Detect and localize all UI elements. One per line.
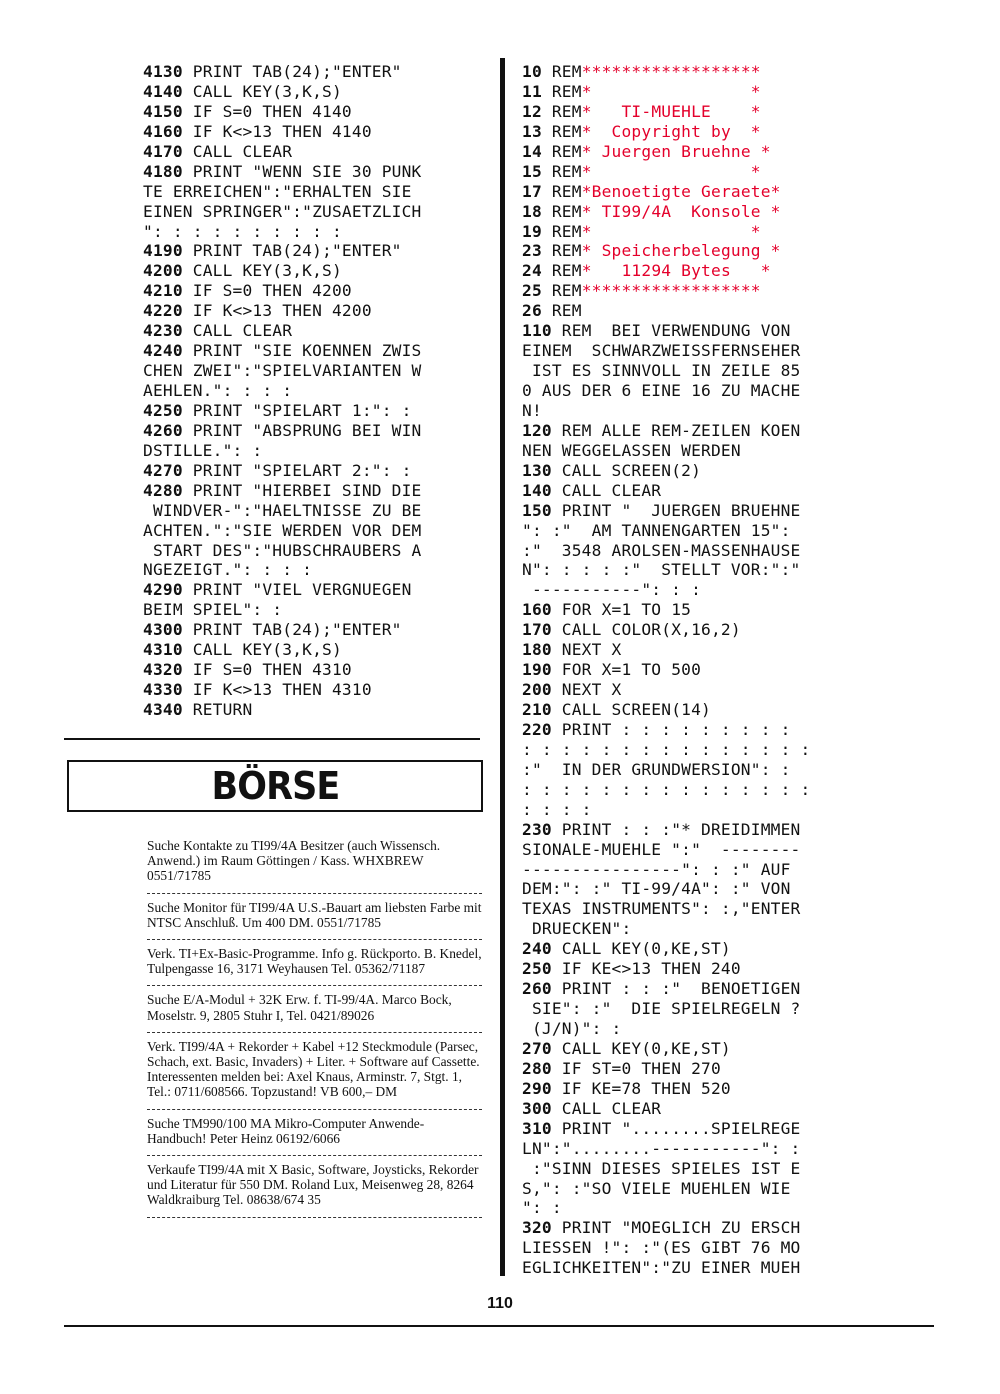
line-number: 180	[522, 640, 552, 660]
code-text: IF S=0 THEN 4200	[182, 281, 352, 301]
code-line	[143, 421, 488, 441]
code-line	[522, 261, 867, 281]
line-number: 150	[522, 500, 552, 520]
code-text: REM	[541, 141, 582, 161]
ad-separator	[147, 1032, 482, 1033]
borse-title: BÖRSE	[211, 764, 339, 808]
code-line	[522, 341, 867, 361]
line-number: 170	[522, 620, 552, 640]
code-line	[522, 600, 867, 620]
line-number: 270	[522, 1038, 552, 1058]
code-line	[522, 939, 867, 959]
code-text: FOR X=1 TO 15	[551, 600, 692, 620]
code-line	[522, 1099, 867, 1119]
line-number: 260	[522, 979, 552, 999]
code-line	[522, 640, 867, 660]
borse-heading-box	[67, 760, 483, 812]
code-text: PRINT TAB(24);"ENTER"	[182, 62, 402, 81]
code-line	[522, 401, 867, 421]
code-text: CHEN ZWEI":"SPIELVARIANTEN W	[143, 361, 422, 381]
code-line	[522, 1139, 867, 1159]
code-text: CALL KEY(3,K,S)	[182, 81, 342, 101]
code-line	[522, 660, 867, 680]
line-number: 24	[522, 261, 542, 281]
line-number: 23	[522, 241, 542, 261]
code-line	[143, 541, 488, 561]
code-text: LN":"........-----------": :	[522, 1138, 801, 1158]
code-text: AEHLEN.": : : :	[143, 381, 293, 400]
ad-separator	[147, 1109, 482, 1110]
code-line	[522, 461, 867, 481]
code-line	[522, 241, 867, 261]
code-line	[522, 1218, 867, 1238]
code-text: IF KE<>13 THEN 240	[551, 959, 741, 979]
code-line	[143, 82, 488, 102]
code-text: CALL CLEAR	[182, 141, 293, 161]
code-text: PRINT : : :" BENOETIGEN	[551, 979, 801, 999]
code-text: EINEN SPRINGER":"ZUSAETZLICH	[143, 201, 422, 221]
code-line	[522, 501, 867, 521]
line-number: 4240	[143, 341, 183, 361]
code-text: ": :	[522, 1198, 562, 1218]
line-number: 4210	[143, 281, 183, 301]
line-number: 4200	[143, 261, 183, 281]
code-line	[143, 560, 488, 580]
code-line	[522, 680, 867, 700]
line-number: 25	[522, 281, 542, 301]
code-text: REM	[541, 201, 582, 221]
code-text: FOR X=1 TO 500	[551, 660, 702, 680]
code-line	[522, 301, 867, 321]
line-number: 4180	[143, 161, 183, 181]
line-number: 14	[522, 141, 542, 161]
line-number: 4250	[143, 400, 183, 420]
code-line	[143, 162, 488, 182]
code-text: IF KE=78 THEN 520	[551, 1078, 731, 1098]
line-number: 140	[522, 480, 552, 500]
code-text: 0 AUS DER 6 EINE 16 ZU MACHE	[522, 381, 801, 400]
code-line	[522, 202, 867, 222]
line-number: 4160	[143, 121, 183, 141]
classified-ads	[147, 836, 482, 1222]
code-line	[143, 401, 488, 421]
line-number: 310	[522, 1118, 552, 1138]
code-line	[143, 261, 488, 281]
code-text: REM	[541, 81, 582, 101]
code-text: RETURN	[182, 700, 253, 719]
code-text: CALL SCREEN(14)	[551, 700, 711, 719]
code-line	[143, 241, 488, 261]
code-line	[143, 102, 488, 122]
code-text: NGEZEIGT.": : : :	[143, 560, 313, 580]
line-number: 4280	[143, 480, 183, 500]
code-line	[522, 780, 867, 800]
code-text: : : : : : : : : : : : : : : :	[522, 739, 811, 759]
code-line	[522, 1258, 867, 1278]
line-number: 290	[522, 1078, 552, 1098]
line-number: 19	[522, 221, 542, 241]
code-line	[522, 899, 867, 919]
code-line	[522, 102, 867, 122]
rem-banner-text: ******************	[581, 62, 761, 81]
code-text: START DES":"HUBSCHRAUBERS A	[143, 540, 422, 560]
line-number: 200	[522, 680, 552, 700]
code-text: EINEM SCHWARZWEISSFERNSEHER	[522, 341, 801, 361]
code-text: CALL KEY(0,KE,ST)	[551, 939, 731, 959]
code-line	[522, 421, 867, 441]
rem-banner-text: * TI-MUEHLE *	[581, 101, 761, 121]
code-line	[522, 620, 867, 640]
code-text: PRINT "SIE KOENNEN ZWIS	[182, 341, 422, 361]
code-line	[522, 441, 867, 461]
code-text: IF K<>13 THEN 4200	[182, 301, 372, 321]
code-text: ": :" AM TANNENGARTEN 15":	[522, 520, 791, 540]
classified-ad: Verk. TI99/4A + Rekorder + Kabel +12 Steckmodule (Parsec, Schach, ext. Basic, Invaders) + Liter. + Software auf Cassette. Interessenten melden bei: Axel Knaus, Arminstr. 7, Stgt. 1, Tel.: 0711/608566. Topzustand! VB 600,– DM	[147, 1038, 480, 1100]
code-line	[143, 142, 488, 162]
code-text: ----------------": : :" AUF	[522, 859, 791, 879]
code-text: PRINT "VIEL VERGNUEGEN	[182, 580, 412, 600]
rem-banner-text: ******************	[581, 281, 761, 301]
code-line	[522, 281, 867, 301]
code-line	[143, 600, 488, 620]
line-number: 17	[522, 181, 542, 201]
code-line	[522, 321, 867, 341]
code-text: : : : :	[522, 799, 592, 819]
ad-separator	[147, 893, 482, 894]
code-line	[522, 1238, 867, 1258]
code-line	[143, 501, 488, 521]
code-line	[143, 381, 488, 401]
classified-ad: Suche Monitor für TI99/4A U.S.-Bauart am liebsten Farbe mit NTSC Anschluß. Um 400 DM. 0551/71785	[147, 899, 482, 930]
code-text: IF K<>13 THEN 4140	[182, 121, 372, 141]
code-line	[522, 879, 867, 899]
code-text: CALL SCREEN(2)	[551, 460, 702, 480]
line-number: 4300	[143, 620, 183, 640]
code-text: IF S=0 THEN 4310	[182, 660, 352, 680]
code-line	[522, 162, 867, 182]
code-line	[522, 760, 867, 780]
line-number: 250	[522, 959, 552, 979]
line-number: 4270	[143, 460, 183, 480]
code-text: REM BEI VERWENDUNG VON	[551, 321, 791, 341]
code-line	[522, 860, 867, 880]
line-number: 15	[522, 161, 542, 181]
code-text: REM	[541, 301, 582, 321]
code-line	[522, 740, 867, 760]
code-line	[522, 361, 867, 381]
code-text: BEIM SPIEL": :	[143, 600, 283, 620]
code-text: PRINT "MOEGLICH ZU ERSCH	[551, 1218, 801, 1238]
code-text: PRINT "WENN SIE 30 PUNK	[182, 161, 422, 181]
code-text: PRINT "........SPIELREGE	[551, 1118, 801, 1138]
code-text: NEXT X	[551, 640, 622, 660]
line-number: 12	[522, 101, 542, 121]
code-text: NEN WEGGELASSEN WERDEN	[522, 440, 741, 460]
code-line	[143, 202, 488, 222]
classified-ad: Verkaufe TI99/4A mit X Basic, Software, Joysticks, Rekorder und Literatur für 550 DM. Roland Lux, Meisenweg 28, 8264 Waldkraiburg Tel. 08638/674 35	[147, 1162, 479, 1208]
code-text: PRINT "ABSPRUNG BEI WIN	[182, 420, 422, 440]
code-text: :" 3548 AROLSEN-MASSENHAUSE	[522, 540, 801, 560]
rem-banner-text: * *	[581, 81, 761, 101]
code-line	[522, 720, 867, 740]
code-text: IF K<>13 THEN 4310	[182, 680, 372, 700]
code-line	[143, 441, 488, 461]
line-number: 11	[522, 81, 542, 101]
code-line	[522, 1059, 867, 1079]
line-number: 320	[522, 1218, 552, 1238]
line-number: 240	[522, 939, 552, 959]
code-text: REM	[541, 62, 582, 81]
line-number: 18	[522, 201, 542, 221]
code-line	[143, 321, 488, 341]
code-line	[522, 820, 867, 840]
code-line	[522, 142, 867, 162]
code-text: CALL KEY(3,K,S)	[182, 261, 342, 281]
code-line	[522, 800, 867, 820]
line-number: 4290	[143, 580, 183, 600]
rem-banner-text: * 11294 Bytes *	[581, 261, 771, 281]
code-text: IF S=0 THEN 4140	[182, 101, 352, 121]
code-text: PRINT : : :"* DREIDIMMEN	[551, 819, 801, 839]
code-text: REM	[541, 121, 582, 141]
ad-separator	[147, 1217, 482, 1218]
line-number: 13	[522, 121, 542, 141]
code-line	[522, 481, 867, 501]
line-number: 4130	[143, 62, 183, 81]
code-text: REM	[541, 101, 582, 121]
code-line	[522, 82, 867, 102]
code-text: TEXAS INSTRUMENTS": :,"ENTER	[522, 899, 801, 919]
classified-ad: Suche Kontakte zu TI99/4A Besitzer (auch Wissensch. Anwend.) im Raum Göttingen / Kass. WHXBREW 0551/71785	[147, 838, 441, 884]
code-text: CALL CLEAR	[551, 1098, 662, 1118]
code-text: REM	[541, 281, 582, 301]
code-text: PRINT TAB(24);"ENTER"	[182, 241, 402, 261]
line-number: 300	[522, 1098, 552, 1118]
rem-banner-text: *Benoetigte Geraete*	[581, 181, 781, 201]
code-line	[143, 281, 488, 301]
code-line	[143, 640, 488, 660]
line-number: 220	[522, 719, 552, 739]
code-text: WINDVER-":"HAELTNISSE ZU BE	[143, 500, 422, 520]
code-line	[143, 361, 488, 381]
code-text: REM	[541, 241, 582, 261]
code-text: EGLICHKEITEN":"ZU EINER MUEH	[522, 1258, 801, 1278]
code-line	[522, 182, 867, 202]
code-text: REM	[541, 221, 582, 241]
code-line	[522, 1179, 867, 1199]
rem-banner-text: * *	[581, 161, 761, 181]
code-text: (J/N)": :	[522, 1019, 622, 1038]
code-text: NEXT X	[551, 680, 622, 700]
code-line	[522, 381, 867, 401]
ad-separator	[147, 1155, 482, 1156]
line-number: 10	[522, 62, 542, 81]
line-number: 110	[522, 321, 552, 341]
code-text: PRINT " JUERGEN BRUEHNE	[551, 500, 801, 520]
code-text: SIONALE-MUEHLE ":" --------	[522, 839, 801, 859]
code-line	[143, 700, 488, 720]
code-line	[143, 481, 488, 501]
code-text: CALL CLEAR	[551, 480, 662, 500]
code-line	[522, 1079, 867, 1099]
code-text: LIESSEN !": :"(ES GIBT 76 MO	[522, 1238, 801, 1258]
code-text: SIE": :" DIE SPIELREGELN ?	[522, 999, 801, 1019]
line-number: 4140	[143, 81, 183, 101]
code-text: -----------": : :	[522, 580, 702, 600]
ad-separator	[147, 939, 482, 940]
rem-banner-text: * *	[581, 221, 761, 241]
code-line	[143, 301, 488, 321]
line-number: 210	[522, 700, 552, 719]
code-line	[143, 62, 488, 82]
code-line	[522, 1198, 867, 1218]
line-number: 4170	[143, 141, 183, 161]
code-text: TE ERREICHEN":"ERHALTEN SIE	[143, 181, 412, 201]
code-line	[143, 660, 488, 680]
code-text: ACHTEN.":"SIE WERDEN VOR DEM	[143, 520, 422, 540]
code-line	[522, 1119, 867, 1139]
code-line	[522, 979, 867, 999]
code-text: N!	[522, 400, 542, 420]
line-number: 4230	[143, 321, 183, 341]
code-text: : : : : : : : : : : : : : : :	[522, 779, 811, 799]
code-text: S,": :"SO VIELE MUEHLEN WIE	[522, 1178, 791, 1198]
code-text: IST ES SINNVOLL IN ZEILE 85	[522, 361, 801, 381]
code-line	[522, 222, 867, 242]
line-number: 230	[522, 819, 552, 839]
line-number: 4190	[143, 241, 183, 261]
code-text: DSTILLE.": :	[143, 440, 263, 460]
code-text: PRINT TAB(24);"ENTER"	[182, 620, 402, 640]
ad-separator	[147, 985, 482, 986]
rem-banner-text: * TI99/4A Konsole *	[581, 201, 781, 221]
code-line	[522, 919, 867, 939]
line-number: 4220	[143, 301, 183, 321]
code-text: :"SINN DIESES SPIELES IST E	[522, 1158, 801, 1178]
line-number: 4340	[143, 700, 183, 719]
code-line	[522, 840, 867, 860]
code-text: CALL CLEAR	[182, 321, 293, 341]
code-text: REM	[541, 161, 582, 181]
code-text: PRINT "SPIELART 1:": :	[182, 400, 412, 420]
line-number: 4320	[143, 660, 183, 680]
code-text: DRUECKEN":	[522, 919, 632, 939]
code-line	[522, 521, 867, 541]
code-line	[143, 620, 488, 640]
rem-banner-text: * Juergen Bruehne *	[581, 141, 771, 161]
code-line	[143, 580, 488, 600]
code-text: ": : : : : : : : : :	[143, 221, 342, 241]
line-number: 130	[522, 460, 552, 480]
code-text: PRINT "SPIELART 2:": :	[182, 460, 412, 480]
code-line	[143, 680, 488, 700]
line-number: 120	[522, 420, 552, 440]
line-number: 280	[522, 1058, 552, 1078]
code-line	[143, 182, 488, 202]
code-text: IF ST=0 THEN 270	[551, 1058, 721, 1078]
section-rule	[64, 738, 480, 740]
code-text: CALL KEY(3,K,S)	[182, 640, 342, 660]
code-line	[522, 560, 867, 580]
code-text: CALL COLOR(X,16,2)	[551, 620, 741, 640]
code-text: PRINT : : : : : : : : :	[551, 719, 791, 739]
rem-banner-text: * Copyright by *	[581, 121, 761, 141]
code-text: N": : : : :" STELLT VOR:":"	[522, 560, 801, 580]
line-number: 160	[522, 600, 552, 620]
column-divider	[500, 58, 505, 1276]
code-line	[522, 700, 867, 720]
footer-rule	[64, 1325, 934, 1327]
left-code-listing	[143, 62, 488, 720]
code-line	[522, 1019, 867, 1039]
code-text: REM	[541, 181, 582, 201]
line-number: 4260	[143, 420, 183, 440]
right-code-listing	[522, 62, 867, 1278]
line-number: 4310	[143, 640, 183, 660]
code-text: PRINT "HIERBEI SIND DIE	[182, 480, 422, 500]
line-number: 4150	[143, 101, 183, 121]
code-line	[143, 222, 488, 242]
code-text: :" IN DER GRUNDWERSION": :	[522, 759, 791, 779]
code-line	[143, 341, 488, 361]
code-text: REM ALLE REM-ZEILEN KOEN	[551, 420, 801, 440]
code-line	[522, 1039, 867, 1059]
classified-ad: Suche E/A-Modul + 32K Erw. f. TI-99/4A. Marco Bock, Moselstr. 9, 2805 Stuhr I, Tel. 0421/89026	[147, 992, 452, 1023]
code-text: DEM:": :" TI-99/4A": :" VON	[522, 879, 791, 899]
line-number: 4330	[143, 680, 183, 700]
code-line	[522, 62, 867, 82]
page-number: 110	[487, 1295, 513, 1312]
line-number: 190	[522, 660, 552, 680]
code-text: CALL KEY(0,KE,ST)	[551, 1038, 731, 1058]
code-line	[522, 580, 867, 600]
code-line	[143, 122, 488, 142]
classified-ad: Verk. TI+Ex-Basic-Programme. Info g. Rückporto. B. Knedel, Tulpengasse 16, 3171 Weyhausen Tel. 05362/71187	[147, 946, 482, 977]
classified-ad: Suche TM990/100 MA Mikro-Computer Anwende-Handbuch! Peter Heinz 06192/6066	[147, 1115, 425, 1146]
rem-banner-text: * Speicherbelegung *	[581, 241, 781, 261]
code-line	[522, 541, 867, 561]
code-line	[143, 461, 488, 481]
code-line	[522, 959, 867, 979]
code-text: REM	[541, 261, 582, 281]
code-line	[143, 521, 488, 541]
code-line	[522, 122, 867, 142]
code-line	[522, 999, 867, 1019]
code-line	[522, 1159, 867, 1179]
line-number: 26	[522, 301, 542, 321]
